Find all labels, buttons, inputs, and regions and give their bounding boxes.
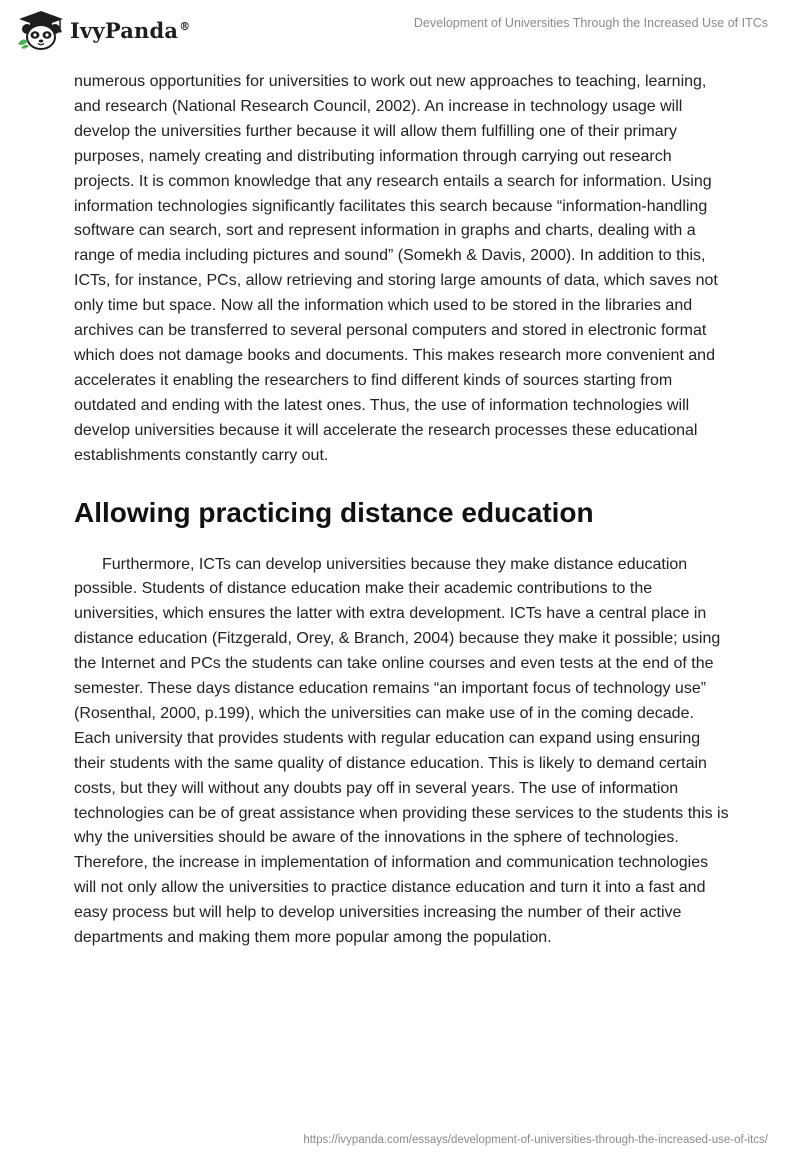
body-paragraph: numerous opportunities for universities to work out new approaches to teaching, learning, and research (National Research Council, 2002). An increase in technology usage will develop the universities further because it will allow them fulfilling one of their primary purposes, namely creating and distributing information through carrying out research projects. It is common knowledge that any research entails a search for information. Using information technologies significantly facilitates this search because “information-handling software can search, sort and represent information in graphs and charts, dealing with a range of media including pictures and sound” (Somekh & Davis, 2000). In addition to this, ICTs, for instance, PCs, allow retrieving and storing large amounts of data, which saves not only time but space. Now all the information which used to be stored in the libraries and archives can be transferred to several personal computers and stored in electronic format which does not damage books and documents. This makes research more convenient and accelerates it enabling the researchers to find different kinds of sources starting from outdated and ending with the latest ones. Thus, the use of information technologies will develop universities because it will accelerate the research processes these educational establishments constantly carry out. [74,73,718,464]
ivypanda-logo[interactable] [16,10,190,50]
document-title: Development of Universities Through the Increased Use of ITCs [413,16,768,30]
logo-text: IvyPanda® [70,17,191,43]
source-url-link[interactable]: https://ivypanda.com/essays/development-of-universities-through-the-increased-use-of-itcs/ [303,1134,768,1146]
essay-content [74,70,734,951]
panda-graduate-icon [16,10,66,50]
page-header [0,0,800,60]
section-heading: Allowing practicing distance education [74,496,594,528]
body-paragraph: Furthermore, ICTs can develop universities because they make distance education possible. Students of distance education make their academic contributions to the universities, which ensures the latter with extra development. ICTs have a central place in distance education (Fitzgerald, Orey, & Branch, 2004) because they make it possible; using the Internet and PCs the students can take online courses and even tests at the end of the semester. These days distance education remains “an important focus of technology use” (Rosenthal, 2000, p.199), which the universities can make use of in the coming decade. Each university that provides students with regular education can expand using ensuring their students with the same quality of distance education. This is likely to demand certain costs, but they will without any doubts pay off in several years. The use of information technologies can be of great assistance when providing these services to the students this is why the universities should be aware of the innovations in the sphere of technologies. Therefore, the increase in implementation of information and communication technologies will not only allow the universities to practice distance education and turn it into a fast and easy process but will help to develop universities increasing the number of their active departments and making them more popular among the population. [74,555,729,947]
registered-mark: ® [179,19,191,33]
